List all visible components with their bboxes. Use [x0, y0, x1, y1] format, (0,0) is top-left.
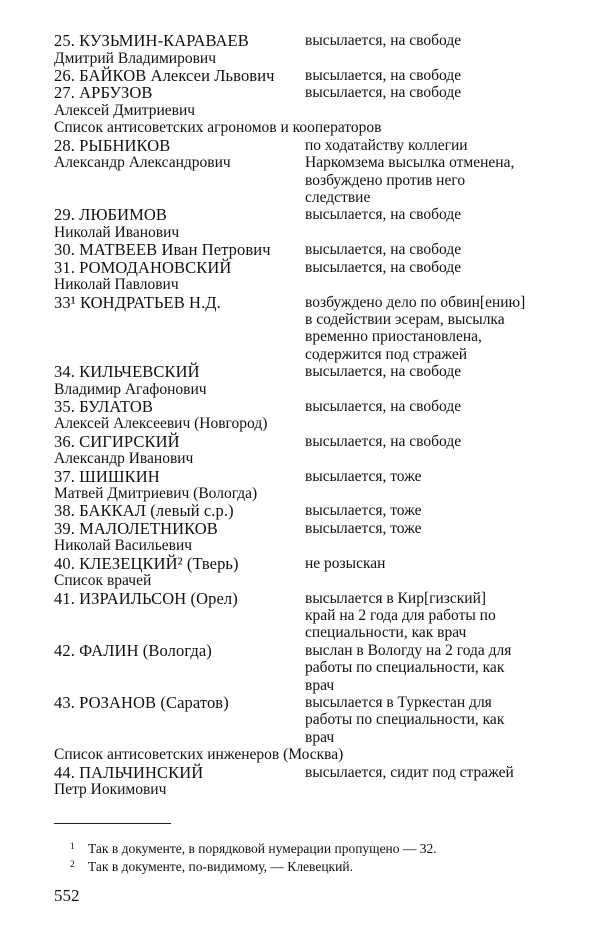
entry-name: 35. БУЛАТОВ: [54, 397, 154, 416]
entry-name: Владимир Агафонович: [54, 381, 207, 398]
entry-status: высылается, тоже: [305, 502, 422, 519]
entry-status: высылается, на свободе: [305, 241, 462, 258]
entry-name: Николай Павлович: [54, 276, 179, 293]
entry-status: не розыскан: [305, 555, 386, 572]
entry-name: 30. МАТВЕЕВ Иван Петрович: [54, 240, 271, 259]
entry-name: Николай Васильевич: [54, 537, 193, 554]
page-number: 552: [54, 886, 80, 905]
entry-name: 41. ИЗРАИЛЬСОН (Орел): [54, 589, 238, 608]
entry-status: высылается, на свободе: [305, 433, 462, 450]
entry-status: врач: [305, 729, 335, 746]
entry-name: 37. ШИШКИН: [54, 467, 160, 486]
entry-status: высылается, сидит под стражей: [305, 764, 514, 781]
footnote-divider: [54, 823, 171, 824]
section-heading: Список антисоветских инженеров (Москва): [54, 746, 344, 763]
entry-name: Алексей Дмитриевич: [54, 102, 196, 119]
entry-status: следствие: [305, 189, 371, 206]
entry-name: 29. ЛЮБИМОВ: [54, 205, 167, 224]
entry-status: высылается, на свободе: [305, 32, 462, 49]
entry-status: выслан в Вологду на 2 года для: [305, 642, 512, 659]
entry-status: специальности, как врач: [305, 624, 467, 641]
footnote-2: [70, 856, 353, 876]
entry-name: 43. РОЗАНОВ (Саратов): [54, 693, 229, 712]
entry-status: врач: [305, 677, 335, 694]
footnote-text: Так в документе, в порядковой нумерации пропущено — 32.: [88, 841, 437, 856]
entry-status: Наркомзема высылка отменена,: [305, 154, 515, 171]
entry-status: в содействии эсерам, высылка: [305, 311, 505, 328]
entry-name: Николай Иванович: [54, 224, 180, 241]
entry-name: Александр Александрович: [54, 154, 231, 171]
entry-name: 31. РОМОДАНОВСКИЙ: [54, 258, 232, 277]
entry-name: 26. БАЙКОВ Алексеи Львович: [54, 66, 275, 85]
entry-name: Дмитрий Владимирович: [54, 50, 217, 67]
entry-status: по ходатайству коллегии: [305, 137, 468, 154]
entry-name: Матвей Дмитриевич (Вологда): [54, 485, 258, 502]
entry-name: 39. МАЛОЛЕТНИКОВ: [54, 519, 218, 538]
entry-name: 42. ФАЛИН (Вологда): [54, 641, 212, 660]
entry-name: 40. КЛЕЗЕЦКИЙ² (Тверь): [54, 554, 239, 573]
entry-name: 38. БАККАЛ (левый с.р.): [54, 501, 234, 520]
entry-status: высылается в Туркестан для: [305, 694, 492, 711]
entry-status: работы по специальности, как: [305, 711, 505, 728]
entry-status: работы по специальности, как: [305, 659, 505, 676]
entry-name: 27. АРБУЗОВ: [54, 83, 153, 102]
entry-status: содержится под стражей: [305, 346, 468, 363]
entry-name: Петр Иокимович: [54, 781, 167, 798]
entry-status: временно приостановлена,: [305, 328, 482, 345]
entry-status: высылается, на свободе: [305, 84, 462, 101]
entry-status: возбуждено против него: [305, 172, 466, 189]
entry-status: высылается, тоже: [305, 468, 422, 485]
footnote-1: [70, 838, 437, 858]
entry-status: высылается, на свободе: [305, 363, 462, 380]
section-heading: Список врачей: [54, 572, 152, 589]
entry-name: 25. КУЗЬМИН-КАРАВАЕВ: [54, 31, 249, 50]
entry-status: высылается в Кир[гизский]: [305, 590, 487, 607]
footnote-text: Так в документе, по-видимому, — Клевецкий.: [88, 859, 353, 874]
entry-status: высылается, тоже: [305, 520, 422, 537]
entry-name: 28. РЫБНИКОВ: [54, 136, 171, 155]
section-heading: Список антисоветских агрономов и кооператоров: [54, 119, 382, 136]
entry-name: 33¹ КОНДРАТЬЕВ Н.Д.: [54, 293, 221, 312]
entry-name: Александр Иванович: [54, 450, 194, 467]
entry-status: высылается, на свободе: [305, 398, 462, 415]
entry-name: Алексей Алексеевич (Новгород): [54, 415, 268, 432]
footnote-mark: 2: [70, 860, 75, 870]
entry-name: 44. ПАЛЬЧИНСКИЙ: [54, 763, 204, 782]
entry-status: высылается, на свободе: [305, 206, 462, 223]
entry-name: 36. СИГИРСКИЙ: [54, 432, 180, 451]
entry-name: 34. КИЛЬЧЕВСКИЙ: [54, 362, 200, 381]
footnote-mark: 1: [70, 842, 75, 852]
entry-status: высылается, на свободе: [305, 259, 462, 276]
entry-status: возбуждено дело по обвин[ению]: [305, 294, 526, 311]
entry-status: край на 2 года для работы по: [305, 607, 496, 624]
entry-status: высылается, на свободе: [305, 67, 462, 84]
